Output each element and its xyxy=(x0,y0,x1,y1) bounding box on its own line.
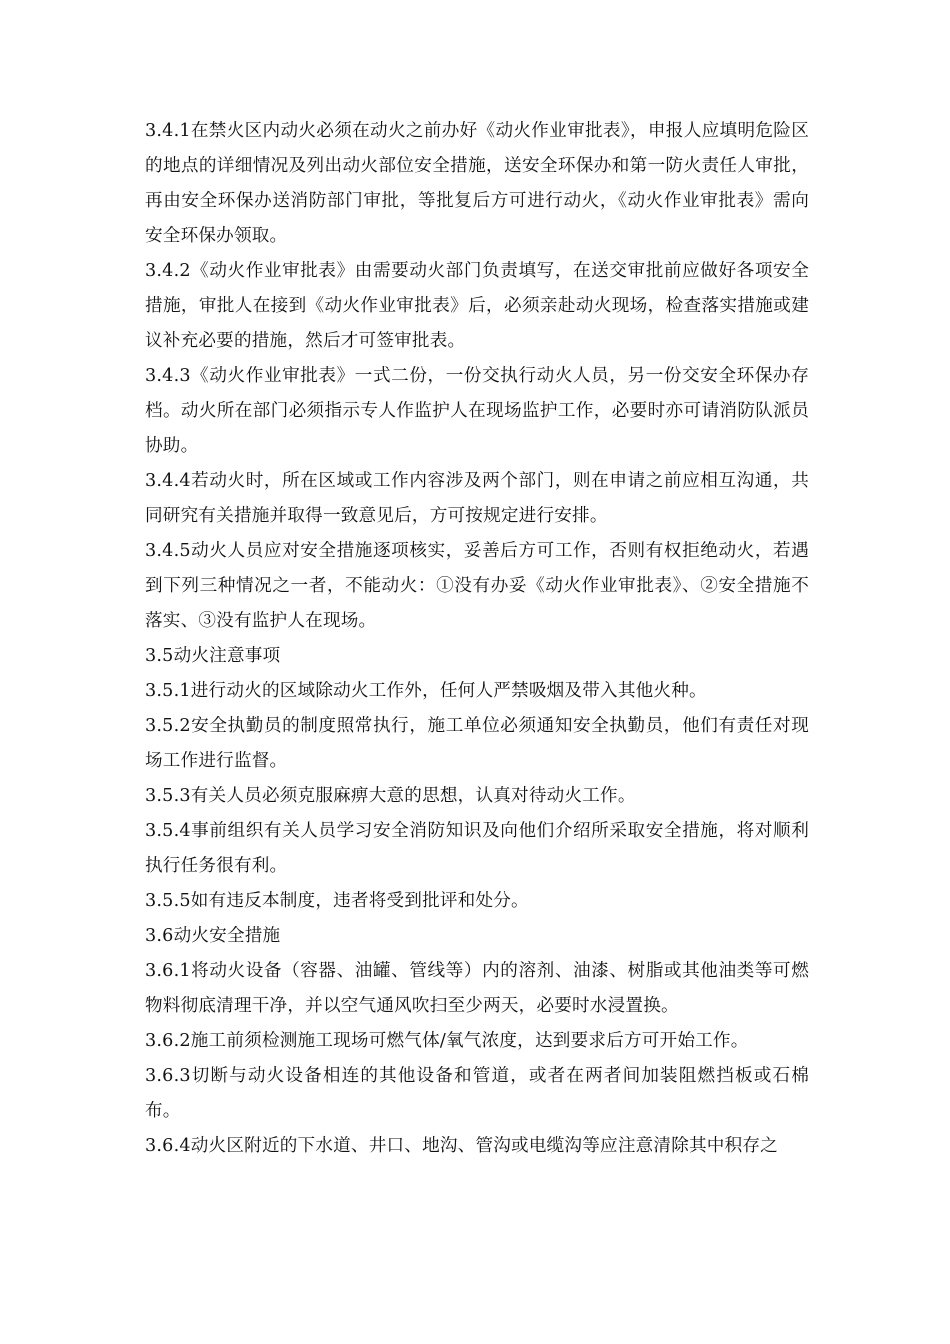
document-body xyxy=(145,114,809,1164)
paragraph-3-5-3: 3.5.3有关人员必须克服麻痹大意的思想，认真对待动火工作。 xyxy=(145,786,636,806)
paragraph-3-4-3: 3.4.3《动火作业审批表》一式二份，一份交执行动火人员，另一份交安全环保办存档。动火所在部门必须指示专人作监护人在现场监护工作，必要时亦可请消防队派员协助。 xyxy=(145,366,809,456)
section-heading-3-6: 3.6动火安全措施 xyxy=(145,926,281,946)
paragraph-3-4-2: 3.4.2《动火作业审批表》由需要动火部门负责填写，在送交审批前应做好各项安全措施，审批人在接到《动火作业审批表》后，必须亲赴动火现场，检查落实措施或建议补充必要的措施，然后才可签审批表。 xyxy=(145,261,809,351)
paragraph-3-6-4: 3.6.4动火区附近的下水道、井口、地沟、管沟或电缆沟等应注意清除其中积存之 xyxy=(145,1136,778,1156)
paragraph-3-6-1: 3.6.1将动火设备（容器、油罐、管线等）内的溶剂、油漆、树脂或其他油类等可燃物料彻底清理干净，并以空气通风吹扫至少两天，必要时水浸置换。 xyxy=(145,961,809,1016)
section-heading-3-5: 3.5动火注意事项 xyxy=(145,646,281,666)
paragraph-3-5-2: 3.5.2安全执勤员的制度照常执行，施工单位必须通知安全执勤员，他们有责任对现场工作进行监督。 xyxy=(145,716,809,771)
paragraph-3-4-5: 3.4.5动火人员应对安全措施逐项核实，妥善后方可工作，否则有权拒绝动火，若遇到下列三种情况之一者，不能动火：①没有办妥《动火作业审批表》、②安全措施不落实、③没有监护人在现场。 xyxy=(145,541,809,631)
paragraph-3-6-3: 3.6.3切断与动火设备相连的其他设备和管道，或者在两者间加装阻燃挡板或石棉布。 xyxy=(145,1066,809,1121)
paragraph-3-5-4: 3.5.4事前组织有关人员学习安全消防知识及向他们介绍所采取安全措施，将对顺利执行任务很有利。 xyxy=(145,821,809,876)
paragraph-3-4-1: 3.4.1在禁火区内动火必须在动火之前办好《动火作业审批表》，申报人应填明危险区的地点的详细情况及列出动火部位安全措施，送安全环保办和第一防火责任人审批，再由安全环保办送消防部门审批，等批复后方可进行动火，《动火作业审批表》需向安全环保办领取。 xyxy=(145,121,809,246)
paragraph-3-5-1: 3.5.1进行动火的区域除动火工作外，任何人严禁吸烟及带入其他火种。 xyxy=(145,681,707,701)
paragraph-3-5-5: 3.5.5如有违反本制度，违者将受到批评和处分。 xyxy=(145,891,529,911)
paragraph-3-6-2: 3.6.2施工前须检测施工现场可燃气体/氧气浓度，达到要求后方可开始工作。 xyxy=(145,1031,749,1051)
paragraph-3-4-4: 3.4.4若动火时，所在区域或工作内容涉及两个部门，则在申请之前应相互沟通，共同研究有关措施并取得一致意见后，方可按规定进行安排。 xyxy=(145,471,809,526)
